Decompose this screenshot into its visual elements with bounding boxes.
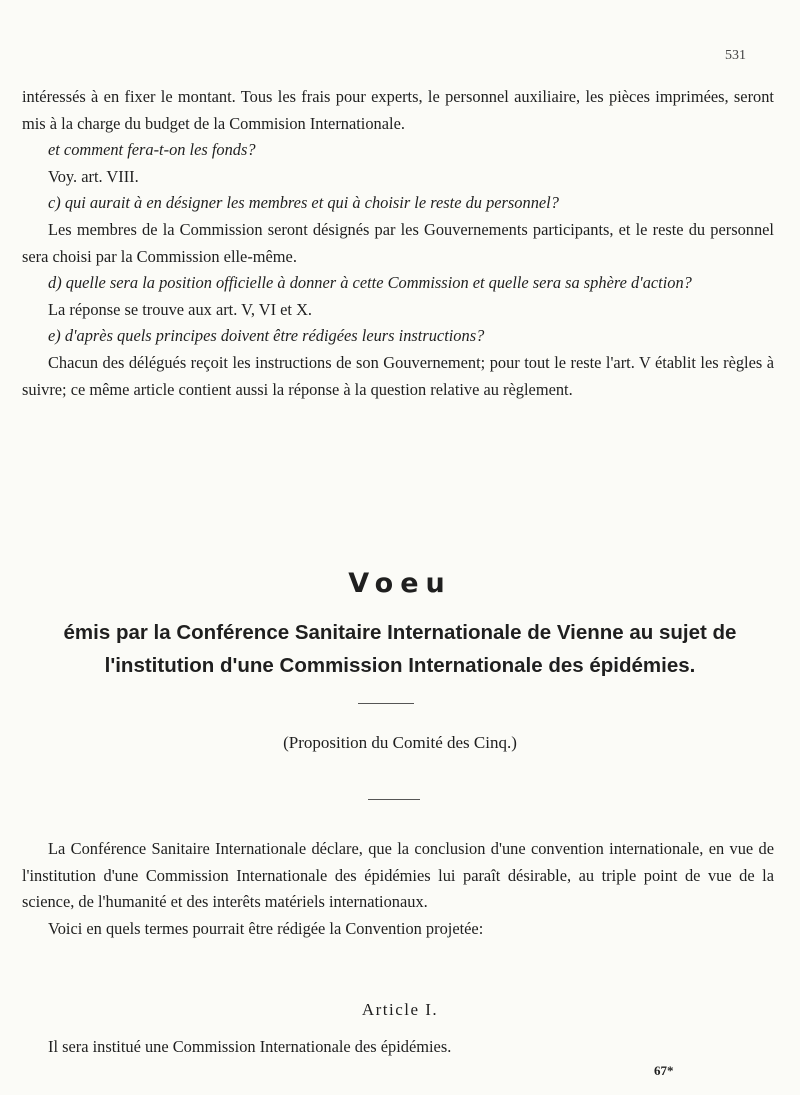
top-text-block — [22, 84, 774, 403]
signature-mark: 67* — [654, 1063, 674, 1078]
paragraph-convention: Voici en quels termes pourrait être rédigée la Convention projetée: — [48, 918, 484, 938]
question-principles: e) d'après quels principes doivent être rédigées leurs instructions? — [48, 326, 485, 346]
article-heading: Article I. — [361, 1000, 439, 1019]
question-funds: et comment fera-t-on les fonds? — [48, 140, 256, 160]
answer-position: La réponse se trouve aux art. V, VI et X. — [48, 299, 313, 319]
answer-principles: Chacun des délégués reçoit les instructions de son Gouvernement; pour tout le reste l'art. V établit les règles à suivre; ce même article contient aussi la réponse à la question relative au règlement. — [22, 352, 774, 399]
bottom-text-block — [22, 836, 774, 942]
page-number: 531 — [725, 48, 746, 63]
paragraph-intro: intéressés à en fixer le montant. Tous les frais pour experts, le personnel auxiliaire, les pièces imprimées, seront mis à la charge du budget de la Commision Internationale. — [22, 87, 774, 133]
divider-top — [358, 703, 414, 704]
answer-members: Les membres de la Commission seront désignés par les Gouvernements participants, et le reste du personnel sera choisi par la Commission elle-même. — [22, 219, 774, 266]
divider-bottom — [368, 799, 420, 800]
voeu-subtitle: émis par la Conférence Sanitaire Internationale de Vienne au sujet de l'institution d'une Commission Internationale des épidémies. — [63, 621, 737, 677]
article-text: Il sera institué une Commission Internationale des épidémies. — [48, 1037, 452, 1056]
question-position: d) quelle sera la position officielle à donner à cette Commission et quelle sera sa sphère d'action? — [48, 273, 692, 293]
article-text-block — [22, 1034, 774, 1061]
paragraph-declaration: La Conférence Sanitaire Internationale déclare, que la conclusion d'une convention internationale, en vue de l'institution d'une Commission Internationale des épidémies lui paraît désirable, au triple point de vue de la science, de l'humanité et des interêts matériels internationaux. — [22, 839, 774, 912]
question-members: c) qui aurait à en désigner les membres et qui à choisir le reste du personnel? — [48, 193, 559, 213]
proposition: (Proposition du Comité des Cinq.) — [283, 733, 517, 752]
answer-funds: Voy. art. VIII. — [48, 166, 139, 186]
voeu-title: Voeu — [348, 568, 452, 599]
